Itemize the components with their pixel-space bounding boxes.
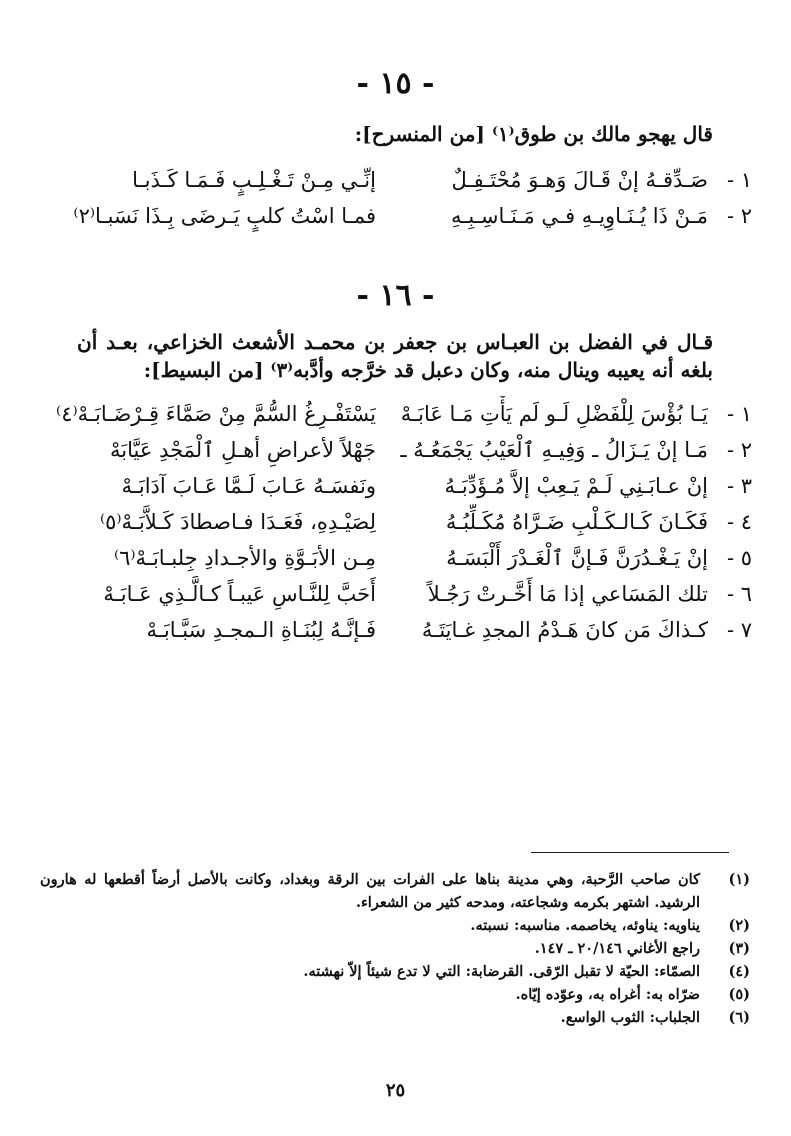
footnote	[40, 960, 750, 983]
footnote-text: كان صاحب الرَّحبة، وهي مدينة بناها على الفرات بين الرقة وبغداد، وكانت بالأصل أرضاً أقطعها له هارون الرشيد. اشتهر بكرمه وشجاعته، ومدحه كثير من الشعراء.	[40, 871, 700, 911]
page-number: ٢٥	[385, 1080, 406, 1101]
verse-second-hemistich: يَسْتَفْـرِغُ السُّمَّ مِنْ صَمَّاءَ قِـرْضَـابَـهْ⁽٤⁾	[56, 402, 376, 426]
verse-second-hemistich: مِـن الأبَـوَّةِ والأجـدادِ جِلبـابَـهْ⁽٦⁾	[113, 546, 376, 570]
verse-line	[40, 504, 752, 540]
verse-line	[40, 432, 752, 468]
footnote-number: (٤)	[728, 963, 750, 980]
footnote	[40, 937, 750, 960]
verse-line	[40, 198, 752, 234]
footnote-number: (١)	[728, 871, 750, 888]
footnote-number: (٢)	[728, 917, 750, 934]
verse-number: ٧ -	[726, 618, 752, 642]
verse-line	[40, 612, 752, 648]
verse-first-hemistich: يَـا بُؤْسَ لِلْفَضْلِ لَـو لَم يَأْتِ مَـا عَابَـهْ	[400, 402, 708, 426]
verse-line	[40, 162, 752, 198]
footnote-text: ضرّاه به: أغراه به، وعوّده إيّاه.	[515, 986, 700, 1003]
footnote	[40, 868, 750, 914]
verse-second-hemistich: فمـا اسْتُ كلبٍ يَـرضَى بِـذَا نَسَبـا⁽٢⁾	[73, 204, 376, 228]
verse-second-hemistich: جَهْلاً لأعراضِ أهـلِ ٱلْمَجْدِ عَيَّابَهْ	[110, 438, 376, 462]
footnotes	[40, 868, 750, 1029]
verse-number: ١ -	[726, 402, 752, 426]
verse-line	[40, 468, 752, 504]
verse-second-hemistich: ونَفسَـهُ عَـابَ لَـمَّا عَـابَ آدَابَـهْ	[121, 474, 376, 498]
section-number-15: - ١٥ -	[356, 66, 435, 101]
verse-first-hemistich: إنْ عـابَـنِي لَـمْ يَـعِبْ إلاَّ مُـؤَدِّبَـهُ	[444, 474, 708, 498]
verse-number: ١ -	[726, 168, 752, 192]
section-16-intro: قـال في الفضل بن العبـاس بن جعفر بن محمـد الأشعث الخزاعي، بعـد أن بلغه أنه يعيبه وينال منه، وكان دعبل قد خرَّجه وأدَّبه⁽٣⁾ [من البسيط]:	[77, 330, 713, 382]
verse-line	[40, 396, 752, 432]
verse-number: ٣ -	[726, 474, 752, 498]
footnote	[40, 983, 750, 1006]
verse-line	[40, 576, 752, 612]
section-16-verses	[40, 396, 752, 648]
verse-number: ٢ -	[726, 204, 752, 228]
verse-number: ٤ -	[726, 510, 752, 534]
verse-first-hemistich: مَـنْ ذَا يُـنَـاوِيـهِ فـي مَـنَـاسِـبِـهِ	[450, 204, 708, 228]
footnote-text: راجع الأغاني ٢٠/١٤٦ ـ ١٤٧.	[534, 940, 700, 957]
footnote-text: يناويه: يناوئه، يخاصمه. مناسبه: نسبته.	[470, 917, 700, 934]
verse-second-hemistich: إنِّـي مِـنْ تَـغْـلِـبٍ فَـمَـا كَـذَبـا	[132, 168, 376, 192]
footnote-number: (٥)	[728, 986, 750, 1003]
verse-number: ٢ -	[726, 438, 752, 462]
verse-line	[40, 540, 752, 576]
footnote-divider	[531, 852, 729, 853]
verse-first-hemistich: مَـا إنْ يَـزَالُ ـ وَفِيـهِ ٱلْعَيْبُ يَجْمَعُـهُ ـ	[400, 438, 708, 462]
verse-second-hemistich: لِصَيْـدِهِ، فَعَـدَا فـاصطادَ كَـلاَّبَـهْ⁽٥⁾	[99, 510, 376, 534]
verse-first-hemistich: صَـدِّقـهُ إنْ قَـالَ وَهـوَ مُحْتَـفِـلٌ	[451, 168, 708, 192]
section-15-intro: قال يهجو مالك بن طوق⁽١⁾ [من المنسرح]:	[354, 122, 713, 146]
footnote-text: الصمّاء: الحيّة لا تقبل الرّقى. القرضابة: التي لا تدع شيئاً إلاّ نهشته.	[303, 963, 700, 980]
verse-number: ٦ -	[726, 582, 752, 606]
section-15-verses	[40, 162, 752, 234]
footnote	[40, 914, 750, 937]
verse-number: ٥ -	[726, 546, 752, 570]
footnote-number: (٦)	[728, 1009, 750, 1026]
footnote	[40, 1006, 750, 1029]
footnote-number: (٣)	[728, 940, 750, 957]
verse-first-hemistich: تلك المَسَاعي إذا مَا أَخَّـرتْ رَجُـلاً	[427, 582, 708, 606]
footnote-text: الجلباب: الثوب الواسع.	[560, 1009, 700, 1026]
section-number-16: - ١٦ -	[356, 278, 435, 313]
verse-second-hemistich: فَـإنَّـهُ لِبُنَـاةِ الـمجـدِ سَبَّـابَـهْ	[146, 618, 376, 642]
verse-first-hemistich: كـذاكَ مَن كانَ هَـدْمُ المجدِ غـايَتَـهُ	[421, 618, 708, 642]
verse-second-hemistich: أَحَبَّ لِلنَّـاسِ عَيبـاً كـالَّـذِي عَـابَـهْ	[103, 582, 376, 606]
verse-first-hemistich: فَكَـانَ كَـالـكَـلْبِ ضَـرَّاهُ مُكَـلِّبُـهُ	[445, 510, 708, 534]
verse-first-hemistich: إنْ يَـغْـدُرَنَّ فَـإنَّ ٱلْغَـدْرَ أَلْبَسَـهُ	[446, 546, 708, 570]
